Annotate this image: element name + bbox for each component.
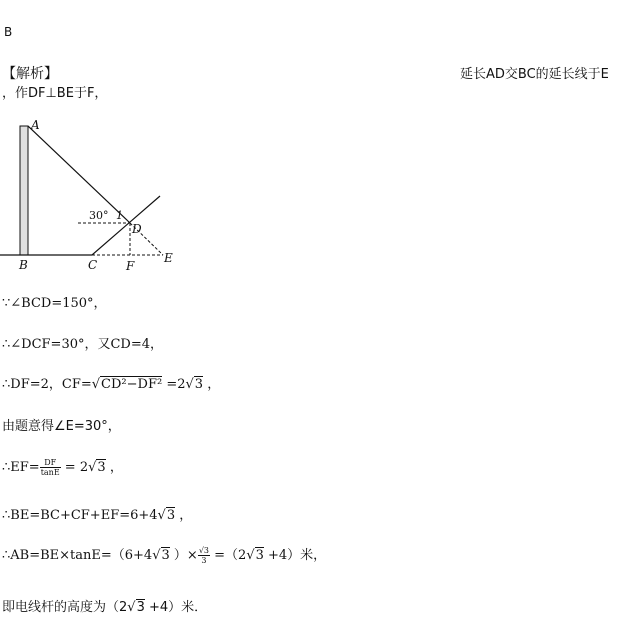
angle-mark: 1 <box>116 209 123 222</box>
solution-line-1: ∵∠BCD=150°， <box>2 296 107 311</box>
label-c: C <box>88 258 98 272</box>
pole-ab <box>20 126 28 255</box>
l6-root: 3 <box>166 508 176 523</box>
l3-root2: 3 <box>194 377 204 392</box>
solution-line-7: ∴AB=BE×tanE=（6+4√3 ）× $\frac{√3}{3}$ =（2√3 +4）米， <box>2 546 327 565</box>
l8-a: 即电线杆的高度为（2 <box>2 600 128 615</box>
l6-b: ， <box>175 508 193 523</box>
l7-d: +4）米， <box>263 548 327 563</box>
fraction-df-tane <box>40 458 61 477</box>
label-f: F <box>126 259 135 273</box>
solution-line-4: 由题意得∠E=30°， <box>2 419 121 434</box>
l7-den: 3 <box>201 556 207 565</box>
label-e: E <box>164 251 173 265</box>
angle-label: 30° <box>89 209 109 222</box>
geometry-figure <box>0 115 200 275</box>
l5-b: = 2 <box>60 460 89 475</box>
l3-root: CD²−DF² <box>101 377 163 392</box>
analysis-heading: 【解析】 <box>2 66 58 82</box>
l5-a: ∴EF= <box>2 460 40 475</box>
l5-num: DF <box>40 458 61 468</box>
l3-c: ， <box>203 377 221 392</box>
l6-a: ∴BE=BC+CF+EF=6+4 <box>2 508 158 523</box>
l7-c: =（2 <box>210 548 247 563</box>
solution-line-5: ∴EF= $\frac{DF}{\tan E}$ = 2√3 ， <box>2 458 123 477</box>
solution-line-3: ∴DF=2，CF=√CD²−DF² =2√3 ， <box>2 377 221 392</box>
answer-label: B <box>4 25 13 39</box>
l5-c: ， <box>105 460 123 475</box>
l7-root: 3 <box>161 548 170 563</box>
l7-root2: 3 <box>255 548 264 563</box>
l3-b: =2 <box>162 377 186 392</box>
solution-line-8: 即电线杆的高度为（2√3 +4）米． <box>2 600 208 615</box>
segment-ad <box>28 126 130 223</box>
l5-root: 3 <box>97 460 106 475</box>
l7-a: ∴AB=BE×tanE=（6+4 <box>2 548 153 563</box>
l8-b: +4）米． <box>144 600 208 615</box>
intro-text-part1: 延长AD交BC的延长线于E <box>460 67 609 82</box>
label-d: D <box>132 222 142 236</box>
label-a: A <box>31 118 40 132</box>
fraction-sqrt3-3 <box>198 546 210 565</box>
l5-den: tanE <box>40 468 60 477</box>
l7-b: ）× <box>169 548 198 563</box>
segment-cd <box>92 196 160 255</box>
solution-line-6: ∴BE=BC+CF+EF=6+4√3 ， <box>2 508 193 523</box>
intro-text-part2: ，作DF⊥BE于F， <box>2 86 108 101</box>
label-b: B <box>19 258 28 272</box>
l3-a: ∴DF=2，CF= <box>2 377 92 392</box>
l8-root: 3 <box>136 600 145 615</box>
solution-line-2: ∴∠DCF=30°，又CD=4， <box>2 337 164 352</box>
l7-num: √3 <box>198 546 210 555</box>
